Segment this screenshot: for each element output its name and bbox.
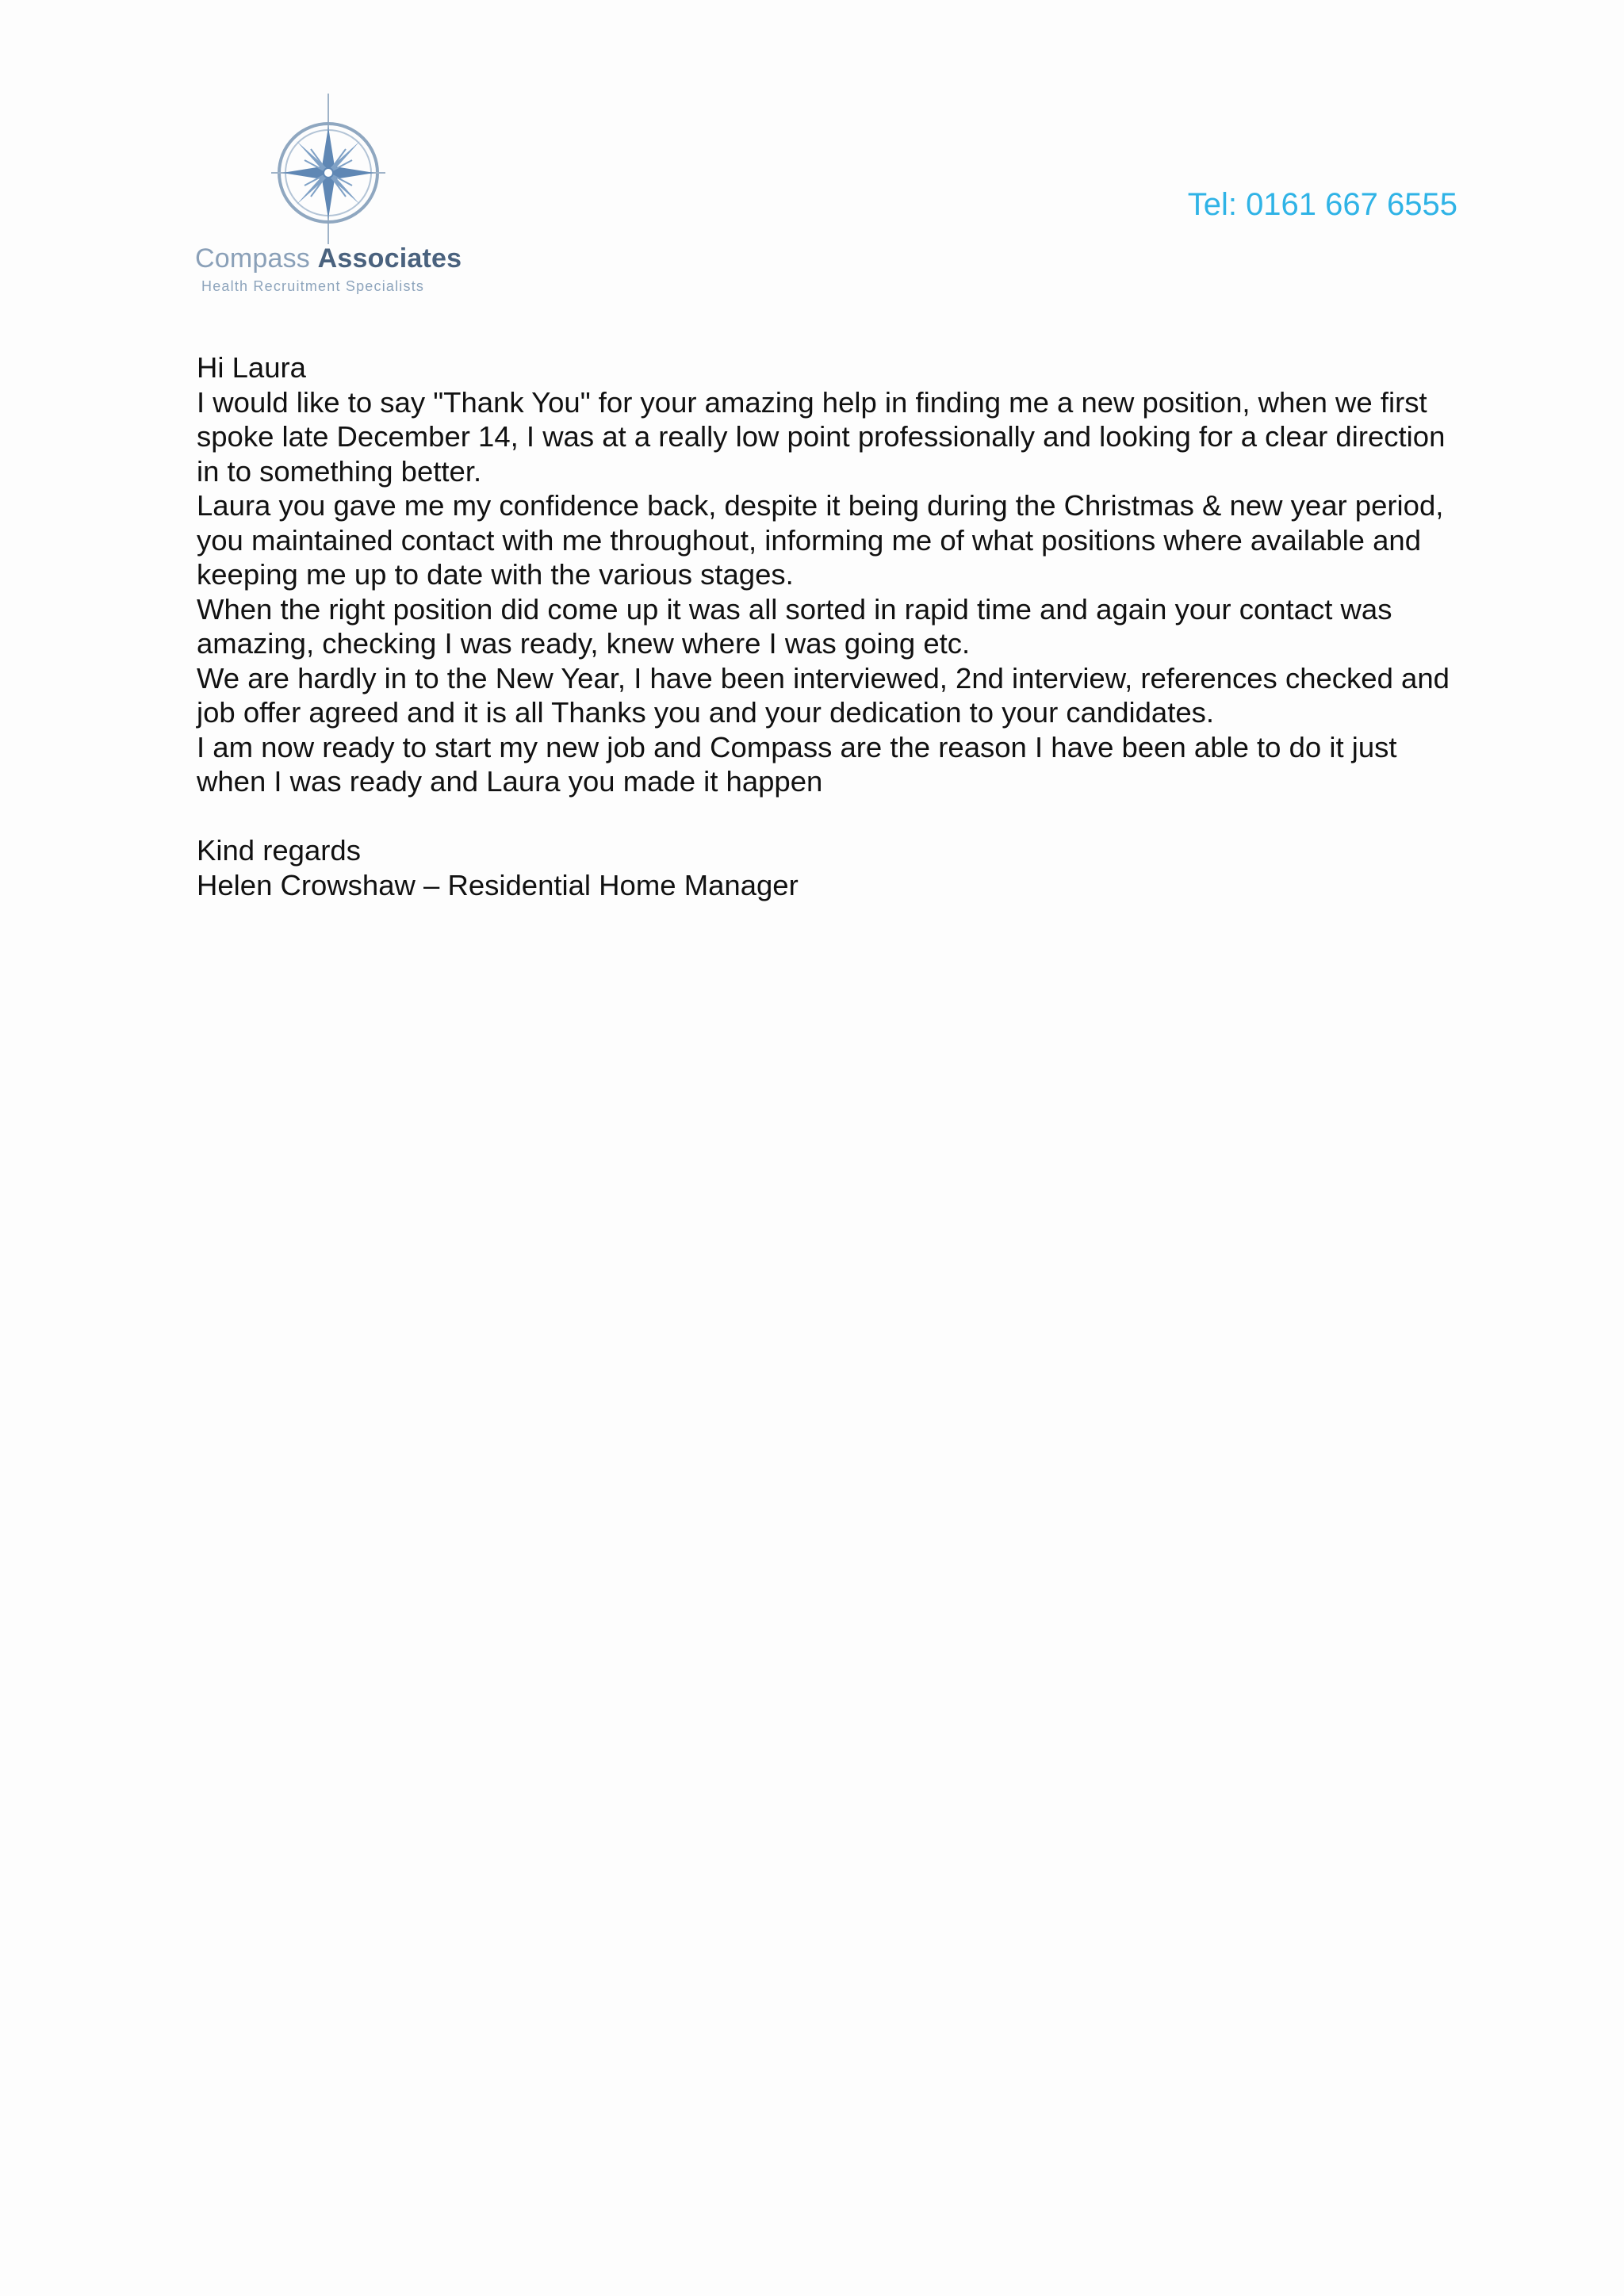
logo-brand-word-2: Associates xyxy=(317,243,462,274)
logo-wordmark xyxy=(195,243,473,274)
letter-closing: Kind regards xyxy=(197,834,361,867)
logo-tagline: Health Recruitment Specialists xyxy=(201,278,425,294)
letter-paragraph: Laura you gave me my confidence back, despite it being during the Christmas & new year period, you maintained contact with me throughout, informing me of what positions where available and keeping me up to date with the various stages. xyxy=(197,489,1444,591)
letter-body xyxy=(197,350,1450,902)
letter-paragraph: I would like to say "Thank You" for your amazing help in finding me a new position, when we first spoke late December 14, I was at a really low point professionally and looking for a clear direction in to something better. xyxy=(197,385,1446,488)
company-logo xyxy=(195,94,473,300)
letter-paragraph: I am now ready to start my new job and Compass are the reason I have been able to do it just when I was ready and Laura you made it happen xyxy=(197,730,1397,798)
letter-greeting: Hi Laura xyxy=(197,351,306,384)
compass-rose-icon xyxy=(265,94,392,244)
phone-number: Tel: 0161 667 6555 xyxy=(1187,187,1457,222)
letter-paragraph: When the right position did come up it was all sorted in rapid time and again your contact was amazing, checking I was ready, knew where I was going etc. xyxy=(197,592,1392,660)
letter-signature: Helen Crowshaw – Residential Home Manager xyxy=(197,868,799,901)
paragraph-spacer xyxy=(197,799,1450,834)
logo-brand-word-1: Compass xyxy=(195,243,311,274)
letter-paragraph: We are hardly in to the New Year, I have been interviewed, 2nd interview, references checked and job offer agreed and it is all Thanks you and your dedication to your candidates. xyxy=(197,661,1450,729)
